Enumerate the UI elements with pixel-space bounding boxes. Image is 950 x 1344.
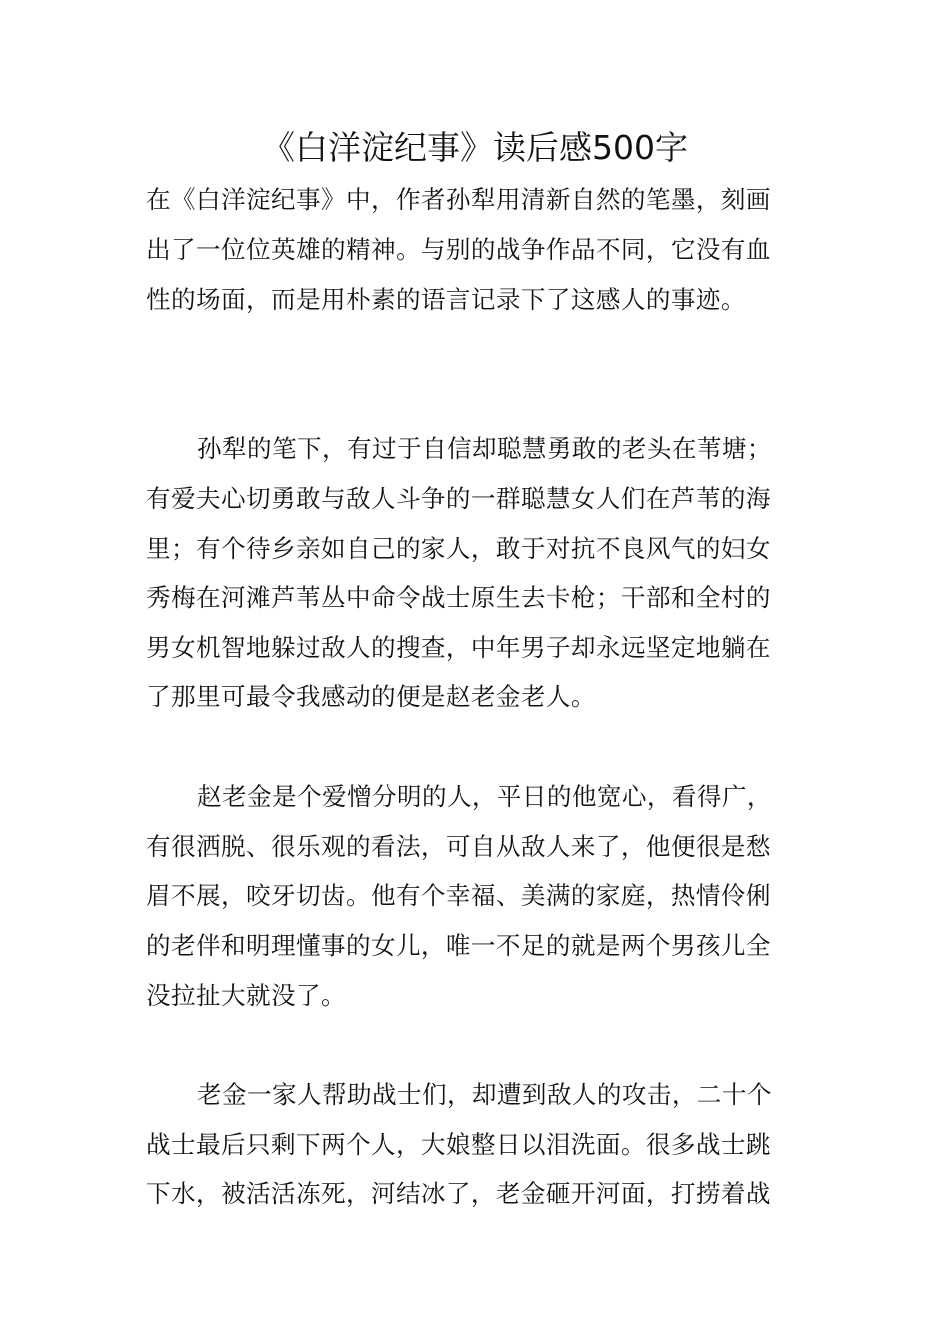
- text-line: 里；有个待乡亲如自己的家人，敢于对抗不良风气的妇女: [146, 534, 771, 563]
- text-line: 老金一家人帮助战士们，却遭到敌人的攻击，二十个: [197, 1080, 772, 1109]
- document-title: 《白洋淀纪事》读后感500字: [262, 128, 688, 167]
- text-line: 下水，被活活冻死，河结冰了，老金砸开河面，打捞着战: [146, 1179, 771, 1208]
- text-line: 性的场面，而是用朴素的语言记录下了这感人的事迹。: [146, 285, 746, 314]
- text-line: 男女机智地躲过敌人的搜查，中年男子却永远坚定地躺在: [146, 633, 771, 662]
- text-line: 有爱夫心切勇敢与敌人斗争的一群聪慧女人们在芦苇的海: [146, 484, 771, 513]
- text-line: 孙犁的笔下，有过于自信却聪慧勇敢的老头在苇塘；: [197, 434, 772, 463]
- text-line: 有很洒脱、很乐观的看法，可自从敌人来了，他便很是愁: [146, 832, 771, 861]
- text-line: 出了一位位英雄的精神。与别的战争作品不同，它没有血: [146, 235, 771, 264]
- text-line: 眉不展，咬牙切齿。他有个幸福、美满的家庭，热情伶俐: [146, 881, 771, 910]
- text-line: 没拉扯大就没了。: [146, 981, 346, 1010]
- text-line: 赵老金是个爱憎分明的人，平日的他宽心，看得广，: [197, 782, 772, 811]
- text-line: 了那里可最令我感动的便是赵老金老人。: [146, 682, 596, 711]
- text-line: 的老伴和明理懂事的女儿，唯一不足的就是两个男孩儿全: [146, 931, 771, 960]
- text-line: 战士最后只剩下两个人，大娘整日以泪洗面。很多战士跳: [146, 1130, 771, 1159]
- text-line: 秀梅在河滩芦苇丛中命令战士原生去卡枪；干部和全村的: [146, 583, 771, 612]
- text-line: 在《白洋淀纪事》中，作者孙犁用清新自然的笔墨，刻画: [146, 185, 771, 214]
